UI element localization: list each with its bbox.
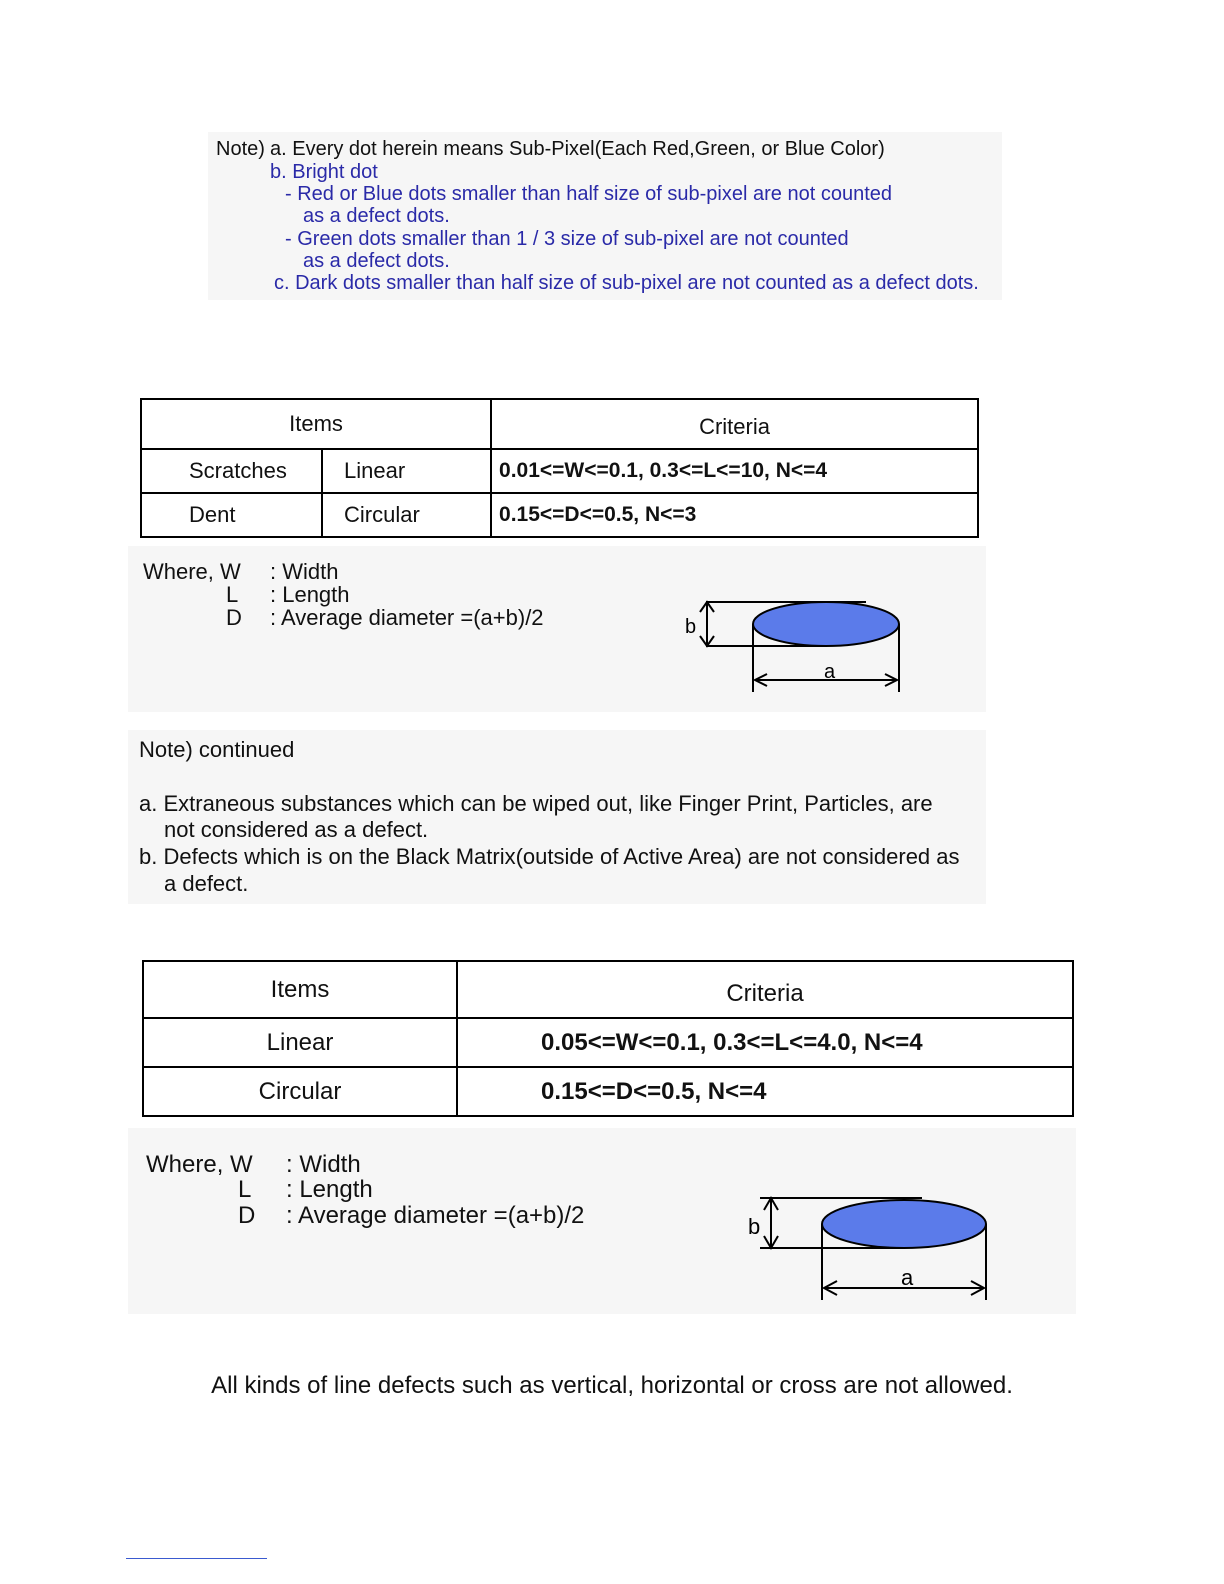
where1-l-symbol: L [226, 582, 239, 607]
row-criteria: 0.01<=W<=0.1, 0.3<=L<=10, N<=4 [491, 449, 978, 493]
table-header-row [143, 961, 1073, 1018]
table-row [141, 449, 978, 493]
line-defect-note: All kinds of line defects such as vertical, horizontal or cross are not allowed. [211, 1372, 1013, 1399]
row-criteria: 0.15<=D<=0.5, N<=4 [457, 1067, 1073, 1116]
note1-item-b1-line2: as a defect dots. [303, 205, 450, 227]
header-items: Items [143, 961, 457, 1018]
where2-length: : Length [286, 1176, 373, 1203]
header-criteria: Criteria [491, 399, 978, 449]
note1-item-c: c. Dark dots smaller than half size of sub-pixel are not counted as a defect dots. [274, 272, 979, 294]
note1-item-a: a. Every dot herein means Sub-Pixel(Each Red,Green, or Blue Color) [270, 138, 885, 160]
row-type: Circular [322, 493, 491, 537]
defect-ellipse [822, 1200, 986, 1248]
where1-width: : Width [270, 559, 339, 584]
note2-item-b-line1: b. Defects which is on the Black Matrix(outside of Active Area) are not considered as [139, 844, 960, 869]
note1-item-b2-line2: as a defect dots. [303, 250, 450, 272]
table-row [143, 1067, 1073, 1116]
row-criteria: 0.05<=W<=0.1, 0.3<=L<=4.0, N<=4 [457, 1018, 1073, 1067]
note1-item-b1-line1: - Red or Blue dots smaller than half size of sub-pixel are not counted [285, 183, 892, 205]
row-category: Dent [141, 493, 322, 537]
table-row [141, 493, 978, 537]
header-items: Items [141, 399, 491, 449]
where2-d-symbol: D [238, 1202, 256, 1229]
criteria-table-1 [140, 398, 979, 538]
row-category: Scratches [141, 449, 322, 493]
note2-item-a-line1: a. Extraneous substances which can be wiped out, like Finger Print, Particles, are [139, 791, 933, 816]
note1-prefix: Note) [216, 138, 265, 160]
where1-length: : Length [270, 582, 350, 607]
diagram-label-a: a [901, 1265, 914, 1290]
ellipse-diagram-2 [742, 1188, 1002, 1304]
where2-label: Where, W [146, 1151, 253, 1178]
table-header-row [141, 399, 978, 449]
diagram-label-b: b [685, 616, 697, 638]
diagram-label-b: b [748, 1214, 761, 1239]
row-type: Circular [143, 1067, 457, 1116]
note2-item-a-line2: not considered as a defect. [164, 817, 429, 842]
where2-l-symbol: L [238, 1176, 252, 1203]
diagram-label-a: a [824, 661, 836, 683]
row-type: Linear [322, 449, 491, 493]
where2-diameter: : Average diameter =(a+b)/2 [286, 1202, 585, 1229]
table-row [143, 1018, 1073, 1067]
row-criteria: 0.15<=D<=0.5, N<=3 [491, 493, 978, 537]
criteria-table-2 [142, 960, 1074, 1117]
where1-label: Where, W [143, 559, 241, 584]
note2-item-b-line2: a defect. [164, 871, 249, 896]
row-type: Linear [143, 1018, 457, 1067]
ellipse-diagram-1 [676, 592, 916, 698]
where1-diameter: : Average diameter =(a+b)/2 [270, 605, 544, 630]
where1-d-symbol: D [226, 605, 242, 630]
note1-item-b2-line1: - Green dots smaller than 1 / 3 size of sub-pixel are not counted [285, 228, 849, 250]
footnote-divider [126, 1558, 267, 1559]
note1-item-b: b. Bright dot [270, 161, 378, 183]
note2-title: Note) continued [139, 737, 295, 762]
defect-ellipse [753, 602, 899, 646]
header-criteria: Criteria [457, 961, 1073, 1018]
where2-width: : Width [286, 1151, 361, 1178]
